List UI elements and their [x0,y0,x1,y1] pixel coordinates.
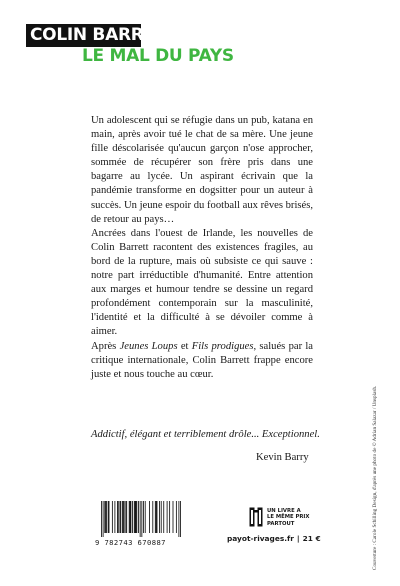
barcode-bar [136,501,137,533]
blurb-paragraph-2: Ancrées dans l'ouest de Irlande, les nouvelles de Colin Barrett racontent des existences fragiles, au bord de la rupture, mais où subsiste ce qui sauve : notre part irréductible d'humanité. Entre attention aux marges et humour tendre se dessine un regard profondément contemporain sur la masculinité, l'identité et la difficulté à se dévoiler comme à aimer. [91,227,313,338]
review-source: Kevin Barry [256,452,309,463]
barcode-bar [180,501,181,537]
barcode-bar [112,501,113,533]
book-price-icon [249,507,263,527]
barcode-bar [124,501,125,533]
barcode-bar [130,501,131,533]
barcode-bar [145,501,146,533]
barcode-bar [156,501,157,533]
blurb-paragraph-3 [91,340,313,382]
barcode-bar [101,501,102,537]
barcode-bar [105,501,106,533]
single-price-line: PARTOUT [267,520,295,527]
barcode-bar [173,501,174,533]
single-price-line: LE MÊME PRIX [267,514,310,521]
barcode-bar [136,501,137,533]
blurb-text: , salués par la critique internationale, Colin Barrett frappe encore juste et nous touche au cœur. [91,340,314,380]
barcode-bar [134,501,135,533]
barcode-bar [155,501,156,533]
barcode-bar [106,501,107,533]
barcode-bar [149,501,150,533]
barcode-bar [120,501,121,533]
single-price-logo [249,507,323,529]
book-reference-1: Jeunes Loups [119,340,178,352]
publisher-site: payot-rivages.fr [227,534,294,543]
barcode-bar [176,501,177,533]
barcode-bar [161,501,162,533]
blurb-paragraph-1: Un adolescent qui se réfugie dans un pub, katana en main, après avoir tué le chat de sa mère. Une jeune fille déscolarisée qu'aucun garçon n'ose approcher, sommée de récupérer son frère pris dans une bagarre au lycée. Un aspirant écrivain que la pandémie transforme en dogsitter pour un auteur à succès. Un jeune espoir du football aux rêves brisés, de retour au pays… [91,115,313,225]
barcode-bar [122,501,123,533]
back-cover-blurb [91,114,313,382]
barcode-bar [103,501,104,537]
book-reference-2: Fils prodigues [191,340,254,352]
isbn-barcode [95,501,183,546]
barcode-bar [157,501,158,533]
barcode-bar [152,501,153,533]
barcode-bar [130,501,131,533]
barcode-bar [125,501,126,533]
barcode-bar [129,501,130,533]
barcode-bar [140,501,141,537]
barcode-bar [143,501,144,533]
barcode-bars [101,501,181,537]
cover-credit: Couverture : Carole Schilling Design, d'après une photo de © Adrian Salazar / Unsplash. [372,385,378,570]
barcode-bar [123,501,124,533]
isbn-number: 9 782743 670887 [95,538,166,547]
book-title: LE MAL DU PAYS [82,46,234,66]
barcode-bar [167,501,168,533]
barcode-bar [163,501,164,533]
barcode-bar [109,501,110,533]
single-price-line: UN LIVRE A [267,508,301,514]
barcode-bar [126,501,127,533]
barcode-bar [141,501,142,537]
blurb-text: et [177,340,192,352]
barcode-bar [120,501,121,533]
footer-separator: | [296,534,300,543]
barcode-bar [108,501,109,533]
book-price: 21 € [302,534,321,543]
barcode-bar [178,501,179,537]
barcode-bar [159,501,160,533]
barcode-bar [132,501,133,533]
review-quote: Addictif, élégant et terriblement drôle... Exceptionnel. [91,429,320,440]
barcode-bar [169,501,170,533]
single-price-text [267,508,309,527]
barcode-bar [118,501,119,533]
publisher-footer [227,534,321,543]
barcode-bar [138,501,139,533]
author-name: COLIN BARRETT [30,25,178,45]
barcode-bar [135,501,136,533]
blurb-text: Après [91,340,120,352]
barcode-bar [117,501,118,533]
barcode-bar [114,501,115,533]
barcode-bar [104,501,105,533]
